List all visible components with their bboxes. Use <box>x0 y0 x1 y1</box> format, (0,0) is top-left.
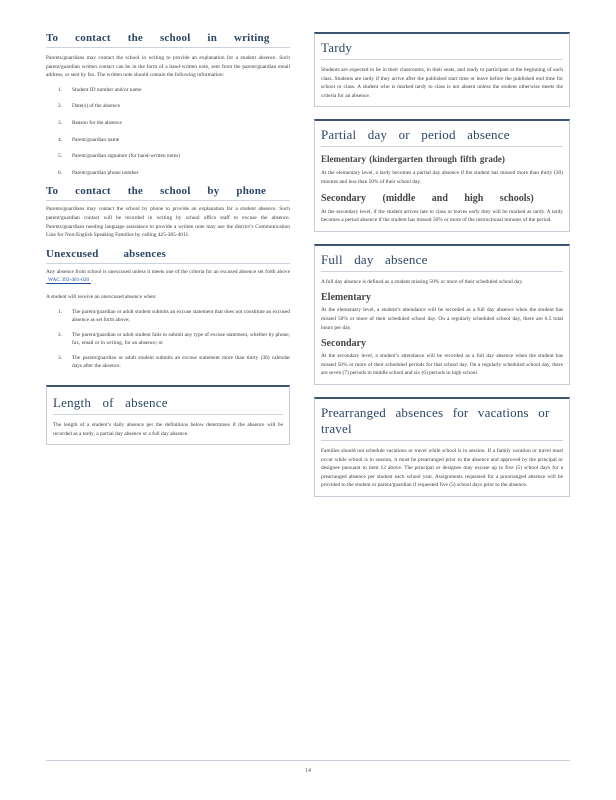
list-item: 2. The parent/guardian or adult student fails to submit any type of excuse statement, whether by phone, fax, email or in writing, for an absence; or <box>58 331 290 347</box>
list-item: 2. Date(s) of the absence <box>58 103 121 110</box>
page-number: 14 <box>305 768 311 774</box>
title-rule <box>321 440 563 441</box>
contact-writing-title: To contact the school in writing <box>46 32 270 44</box>
list-item: 1. The parent/guardian or adult student submits an excuse statement that does not constitute an excused absence as set forth above; <box>58 308 290 324</box>
fullday-secondary-title: Secondary <box>321 338 366 350</box>
fullday-title: Full day absence <box>321 251 428 267</box>
contact-writing-intro: Parents/guardians may contact the school in writing to provide an explanation for a student absence. Such parent/guardian written contact can be in the form of a hand-written note, sent from the parent/guardian email address, or sent by fax. The written note should contain the following information: <box>46 55 290 79</box>
fullday-section <box>314 244 570 385</box>
prearranged-text: Families should not schedule vacations or travel while school is in session. If a family vacation or travel must occur while school is in session, it must be prearranged prior to the absence and approved by the principal or designee pursuant to item 12 above. The principal or designee may excuse up to five (5) school days for a prearranged absence per student each school year. Assignments requested for a prearranged absence will be provided to the student or parent/guardian if requested five (5) school days prior to the absence. <box>321 447 563 489</box>
contact-phone-text: Parents/guardians may contact the school by phone to provide an explanation for a student absence. Such parent/guardian contact will be recorded in writing by school office staff to excuse the absence. Parents/guardians needing language assistance to provide a written note may use the district’s Communication Line for Non-English Speaking Families by calling 425-385-4011. <box>46 206 290 239</box>
partial-elementary-text: At the elementary level, a tardy becomes a partial day absence if the student has missed more than thirty (30) minutes and less than 50% of their school day. <box>321 170 563 185</box>
contact-phone-title: To contact the school by phone <box>46 185 267 198</box>
length-title: Length of absence <box>53 395 168 411</box>
partial-title: Partial day or period absence <box>321 127 510 143</box>
list-item: 6. Parent/guardian phone number <box>58 169 139 176</box>
contact-writing-section <box>46 32 290 177</box>
title-rule <box>321 59 563 60</box>
unexcused-lead: A student will receive an unexcused absence when: <box>46 293 157 300</box>
unexcused-list <box>46 308 290 372</box>
title-rule <box>46 200 290 201</box>
partial-section <box>314 119 570 231</box>
partial-elementary-title: Elementary (kindergarten through fifth grade) <box>321 154 505 165</box>
title-rule <box>53 414 283 415</box>
list-item: 5. Parent/guardian signature (for hand-written notes) <box>58 153 181 160</box>
fullday-elementary-title: Elementary <box>321 292 371 304</box>
length-text: The length of a student’s daily absence per the definitions below determines if the absence will be recorded as a tardy, a partial day absence or a full day absence. <box>53 422 283 437</box>
list-item: 4. Parent/guardian name <box>58 136 120 143</box>
prearranged-section <box>314 397 570 497</box>
contact-writing-list <box>46 86 290 178</box>
contact-phone-section <box>46 185 290 239</box>
title-rule <box>46 47 290 48</box>
right-column <box>314 32 570 497</box>
list-item: 3. The parent/guardian or adult student submits an excuse statement more than thirty (30) calendar days after the absence. <box>58 354 290 370</box>
length-section <box>46 385 290 445</box>
unexcused-title: Unexcused absences <box>46 247 167 260</box>
unexcused-text: Any absence from school is unexcused unless it meets one of the criteria for an excused absence set forth above WAC 392-401-020 . <box>46 268 290 284</box>
unexcused-section <box>46 248 290 371</box>
fullday-elementary-text: At the elementary level, a student’s attendance will be recorded as a full day absence when the student has missed 50% or more of their scheduled school day. On a regularly scheduled school day, there are 6.5 total hours per day. <box>321 307 563 331</box>
wac-link[interactable]: WAC 392-401-020 <box>48 277 90 284</box>
tardy-section <box>314 32 570 107</box>
fullday-intro: A full day absence is defined as a student missing 50% or more of their scheduled school day. <box>321 278 524 285</box>
list-item: 1. Student ID number and/or name <box>58 86 142 93</box>
partial-secondary-title: Secondary (middle and high schools) <box>321 192 534 204</box>
partial-secondary-text: At the secondary level, if the student arrives late to class or leaves early they will be marked as tardy. A tardy becomes a period absence if the student has missed 50% or more of the instructional minutes of the period. <box>321 208 563 224</box>
tardy-text: Students are expected to be in their classrooms, in their seats, and ready to participate at the beginning of each class. Students are tardy if they arrive after the published start time or leave before the published end time for school or class. A student who is marked tardy to class is not absent unless the student otherwise meets the criteria for an absence. <box>321 67 563 99</box>
tardy-title: Tardy <box>321 40 353 55</box>
prearranged-title: Prearranged absences for vacations or travel <box>321 404 550 436</box>
left-column <box>46 32 290 445</box>
fullday-secondary-text: At the secondary level, a student’s attendance will be recorded as a full day absence when the student has missed 50% or more of their scheduled periods for that school day. On a regularly scheduled school day, there are seven (7) periods in middle school and six (6) periods in high school. <box>321 353 563 377</box>
list-item: 3. Reason for the absence <box>58 119 122 126</box>
footer-rule <box>46 760 570 761</box>
title-rule <box>46 263 290 264</box>
title-rule <box>321 271 563 272</box>
title-rule <box>321 146 563 147</box>
